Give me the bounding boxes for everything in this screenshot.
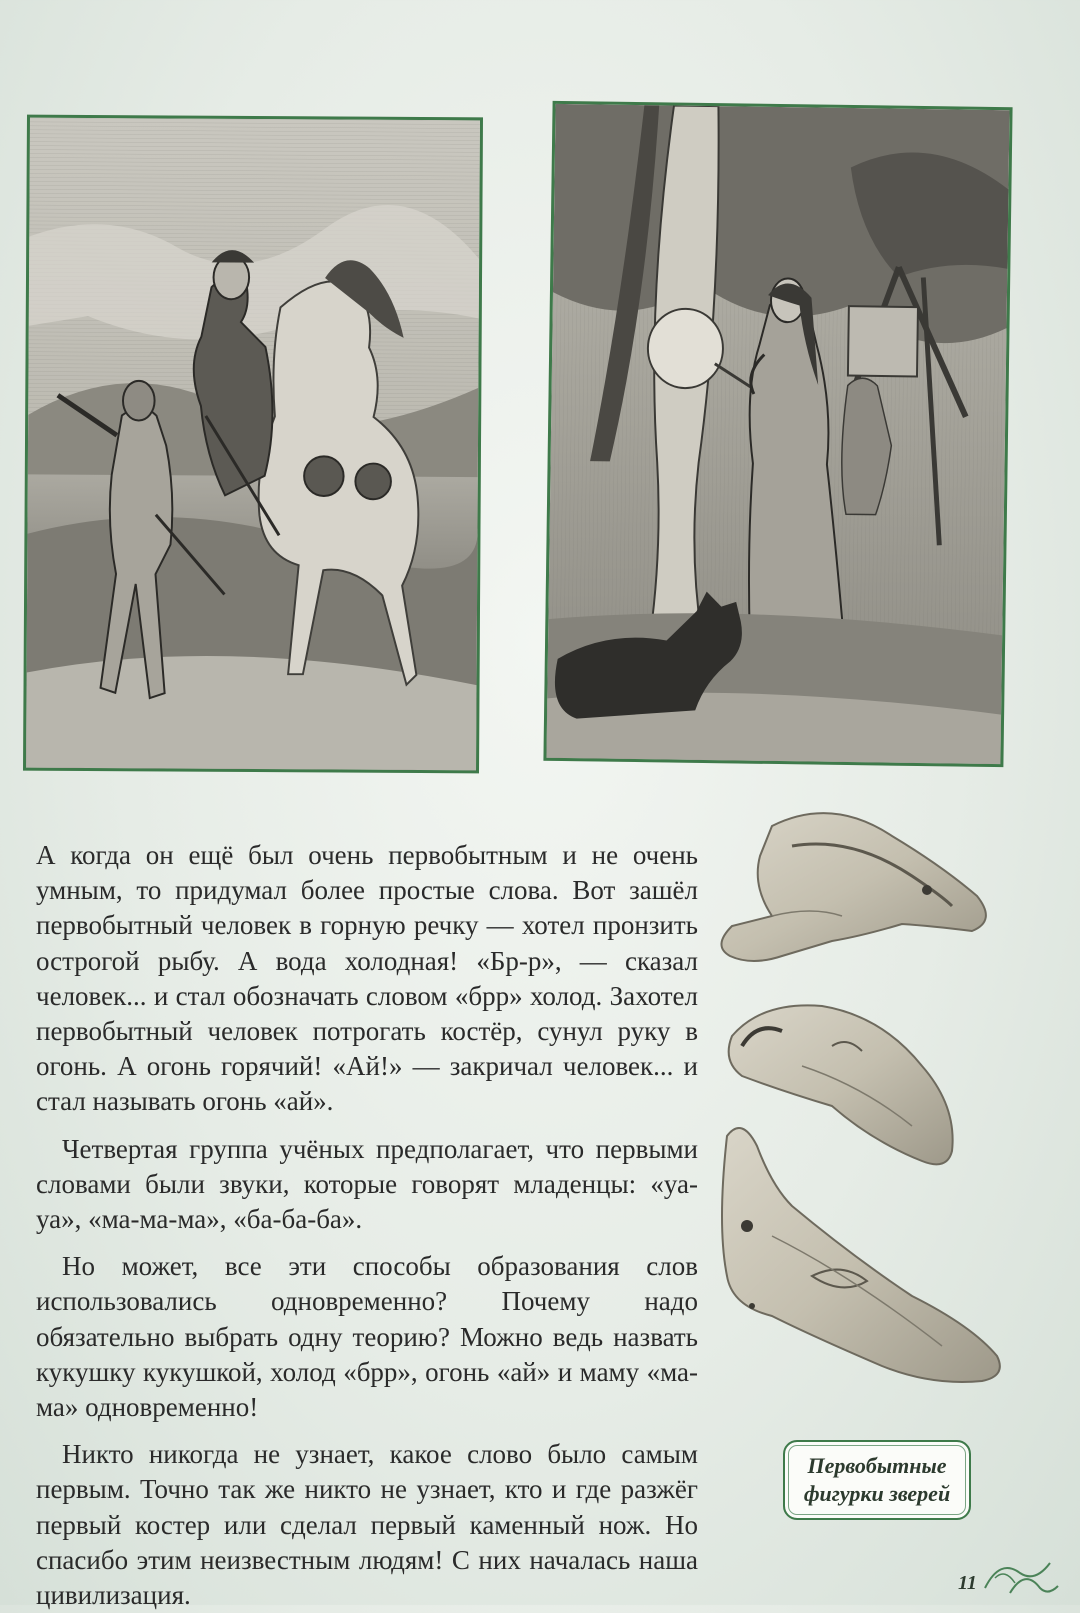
body-text xyxy=(36,838,698,1613)
paragraph-4: Никто никогда не узнает, какое слово было самым первым. Точно так же никто не узнает, кто и где разжёг первый костер или сделал первый каменный нож. Но спасибо этим неизвестным людям! С них началась наша цивилизация. xyxy=(36,1439,698,1611)
illustration-spinning-woman xyxy=(543,101,1012,767)
figurines-illustration xyxy=(712,806,1032,1446)
figurine-bison-head-middle xyxy=(729,1005,953,1164)
caption-text: Первобытные фигурки зверей xyxy=(803,1453,951,1506)
page-number: 11 xyxy=(958,1572,977,1594)
figurines-drawing xyxy=(712,806,1032,1446)
figurines-caption xyxy=(783,1440,971,1520)
paragraph-3: Но может, все эти способы образования слов использовались одновременно? Почему надо обязательно выбрать одну теорию? Можно ведь назвать кукушку кукушкой, холод «брр», огонь «ай» и маму «ма-ма» одновременно! xyxy=(36,1251,698,1423)
horseman-engraving-drawing xyxy=(26,118,480,771)
figurine-horse-head-bottom xyxy=(722,1128,1000,1382)
illustration-horseman xyxy=(23,115,483,774)
figurine-horse-head-top xyxy=(721,813,985,961)
spinning-woman-engraving-drawing xyxy=(546,104,1009,764)
paragraph-2: Четвертая группа учёных предполагает, что первыми словами были звуки, которые говорят младенцы: «уа-уа», «ма-ма-ма», «ба-ба-ба». xyxy=(36,1133,698,1235)
page-ornament-icon xyxy=(980,1548,1060,1598)
paragraph-1: А когда он ещё был очень первобытным и не очень умным, то придумал более простые слова. Вот зашёл первобытный человек в горную речку — хотел пронзить острогой рыбу. А вода холодная! «Бр-р», — сказал человек... и стал обозначать словом «брр» холод. Захотел первобытный человек потрогать костёр, сунул руку в огонь. А огонь горячий! «Ай!» — закричал человек... и стал называть огонь «ай». xyxy=(36,840,698,1117)
